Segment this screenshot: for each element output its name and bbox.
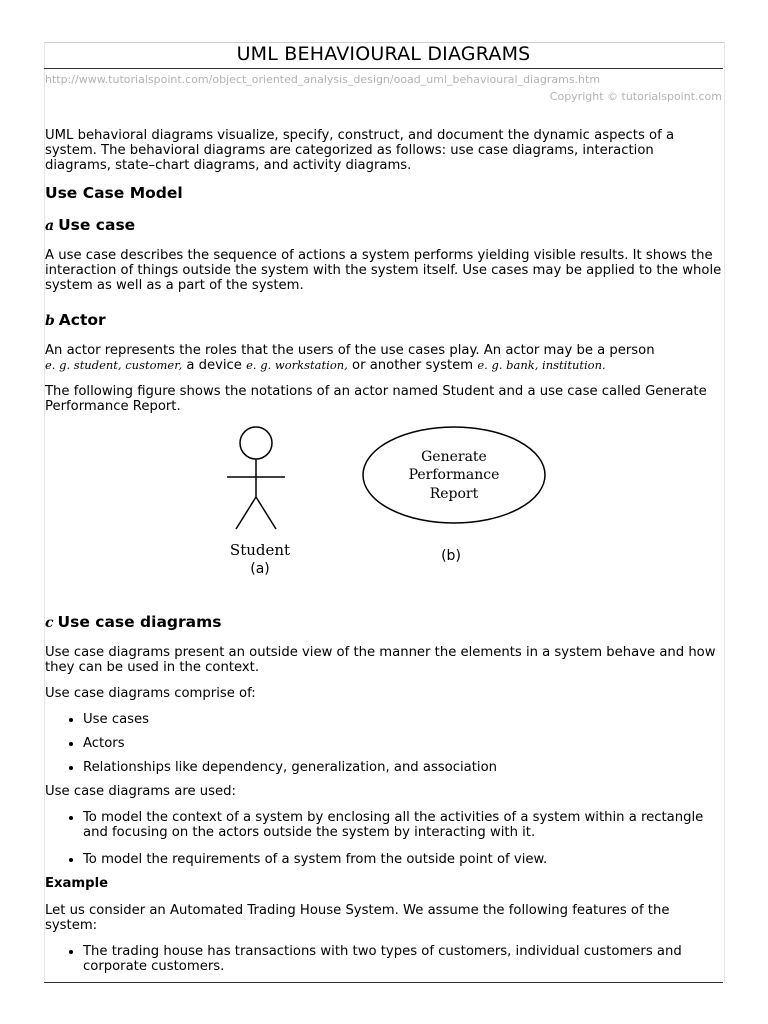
use-case-paragraph: A use case describes the sequence of actions a system performs yielding visible results. It shows the interaction of things outside the system with the system itself. Use cases may be applied to the whole system as well as a part of the system. [45,248,722,293]
actor-example-3: e. g. bank, institution. [477,358,606,372]
list-item: • Actors [83,736,723,751]
notation-figure [45,425,723,597]
comprise-intro: Use case diagrams comprise of: [45,686,256,701]
use-case-diagrams-title: Use case diagrams [57,613,222,631]
document-body [45,128,723,983]
use-case-label-line2: Performance [408,467,500,483]
list-item: • To model the context of a system by enclosing all the activities of a system within a rectangle and focusing on the actors outside the system by interacting with it. [83,810,723,840]
actor-text-a: An actor represents the roles that the users of the use cases play. An actor may be a person [45,343,655,358]
caption-b: (b) [441,548,461,564]
list-item: • Relationships like dependency, generalization, and association [83,760,723,775]
actor-letter: b [45,313,55,329]
list-item: • Use cases [83,712,723,727]
page-title: UML BEHAVIOURAL DIAGRAMS [236,43,531,65]
used-list [45,810,723,867]
use-case-letter: a [45,218,55,234]
use-case-label-line1: Generate [421,449,487,465]
example-label: Example [45,876,109,891]
features-list [45,944,723,974]
title-divider [44,68,723,69]
actor-example-1: e. g. student, customer, [45,358,183,372]
source-url[interactable]: http://www.tutorialspoint.com/object_oriented_analysis_design/ooad_uml_behavioural_diagrams.htm [45,73,601,86]
example-paragraph: Let us consider an Automated Trading House System. We assume the following features of the system: [45,903,670,933]
use-case-diagrams-paragraph: Use case diagrams present an outside view of the manner the elements in a system behave and how they can be used in the context. [45,645,716,675]
actor-heading [45,311,723,330]
actor-example-2: e. g. workstation, [246,358,348,372]
use-case-heading [45,216,723,235]
intro-paragraph: UML behavioral diagrams visualize, specify, construct, and document the dynamic aspects of a system. The behavioral diagrams are categorized as follows: use case diagrams, interaction diagrams, state–chart diagrams, and activity diagrams. [45,128,675,173]
list-item: • The trading house has transactions with two types of customers, individual customers and corporate customers. [83,944,723,974]
copyright-notice: Copyright © tutorialspoint.com [549,90,722,103]
figure-intro-paragraph: The following figure shows the notations of an actor named Student and a use case called Generate Performance Report. [45,384,707,414]
student-actor-icon [227,427,285,529]
actor-text-b: a device [186,358,242,373]
footer-divider [44,982,723,983]
comprise-list [45,712,723,775]
use-case-label-line3: Report [429,486,479,502]
use-case-diagrams-letter: c [45,615,54,631]
actor-label: Student [229,541,291,559]
use-case-diagrams-heading [45,613,723,632]
actor-usecase-figure [45,425,723,597]
used-intro: Use case diagrams are used: [45,784,236,799]
actor-paragraph [45,343,723,373]
section-heading: Use Case Model [45,184,183,202]
actor-text-c: or another system [352,358,474,373]
use-case-title: Use case [58,216,136,234]
actor-title: Actor [58,311,106,329]
list-item: • To model the requirements of a system from the outside point of view. [83,852,723,867]
caption-a: (a) [250,561,270,577]
